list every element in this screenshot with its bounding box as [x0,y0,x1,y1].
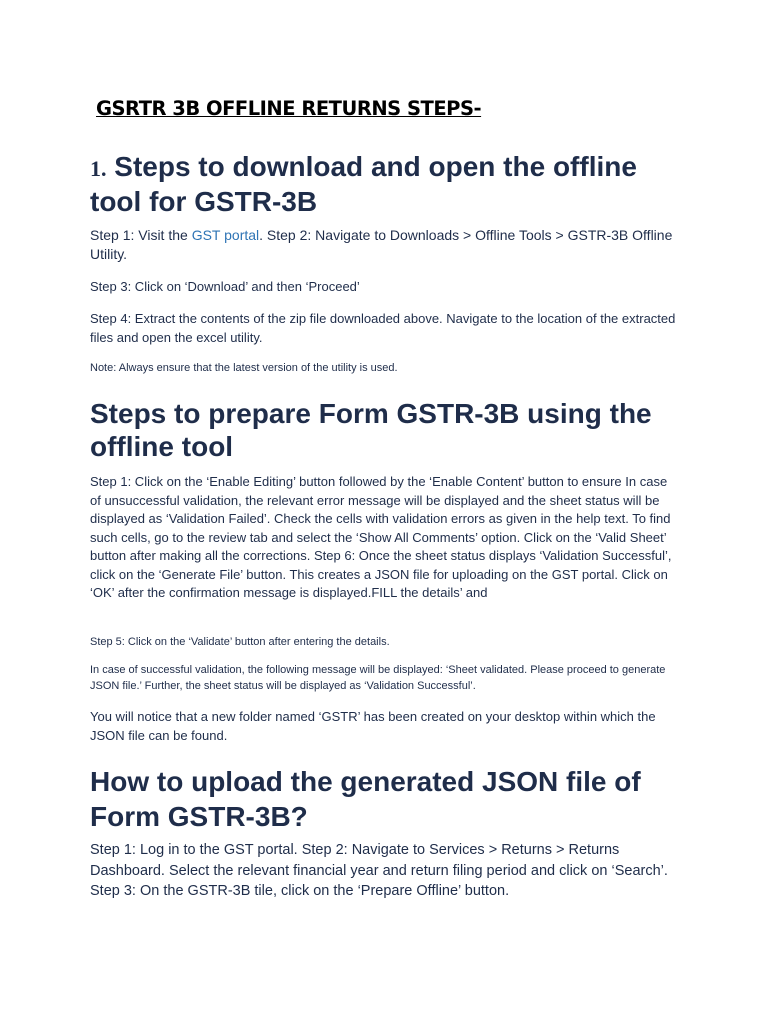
section2-folder-note: You will notice that a new folder named ‘GSTR’ has been created on your desktop within which the JSON file can be found. [90,709,656,743]
section1-number: 1. [90,156,107,181]
gst-portal-link[interactable]: GST portal [191,227,260,243]
section1-heading-text: Steps to download and open the offline tool for GSTR-3B [90,151,637,217]
section2-step1: Step 1: Click on the ‘Enable Editing’ button followed by the ‘Enable Content’ button to ensure In case of unsuccessful validation, the relevant error message will be displayed and the sheet status will be displayed as ‘Validation Failed’. Check the cells with validation errors as given in the help text. To find such cells, go to the review tab and select the ‘Show All Comments’ option. Click on the ‘Valid Sheet’ button after making all the corrections. Step 6: Once the sheet status displays ‘Validation Successful’, click on the ‘Generate File’ button. This creates a JSON file for uploading on the GST portal. Click on ‘OK’ after the confirmation message is displayed.FILL the details’ and [90,474,672,600]
section1-note: Note: Always ensure that the latest version of the utility is used. [90,362,398,374]
section2-step5: Step 5: Click on the ‘Validate’ button after entering the details. [90,636,390,648]
section1-step1-pre: Step 1: Visit the [90,227,192,243]
section1-step1-post: . Step 2: Navigate to Downloads > Offline Tools > GSTR-3B Offline Utility. [90,227,673,262]
section2-success-note: In case of successful validation, the following message will be displayed: ‘Sheet validated. Please proceed to generate JSON file.’ Further, the sheet status will be displayed as ‘Validation Successful’. [90,664,666,692]
section3-step1: Step 1: Log in to the GST portal. Step 2: Navigate to Services > Returns > Returns Dashboard. Select the relevant financial year and return filing period and click on ‘Search’. Step 3: On the GSTR-3B tile, click on the ‘Prepare Offline’ button. [90,842,668,899]
section2-heading: Steps to prepare Form GSTR-3B using the offline tool [90,398,652,462]
section1-step3: Step 3: Click on ‘Download’ and then ‘Proceed’ [90,279,360,294]
document-title: GSRTR 3B OFFLINE RETURNS STEPS- [96,97,482,120]
section1-heading [90,150,690,218]
section1-step1 [90,226,680,264]
section1-step4: Step 4: Extract the contents of the zip file downloaded above. Navigate to the location of the extracted files and open the excel utility. [90,311,676,345]
section3-heading: How to upload the generated JSON file of Form GSTR-3B? [90,766,641,832]
